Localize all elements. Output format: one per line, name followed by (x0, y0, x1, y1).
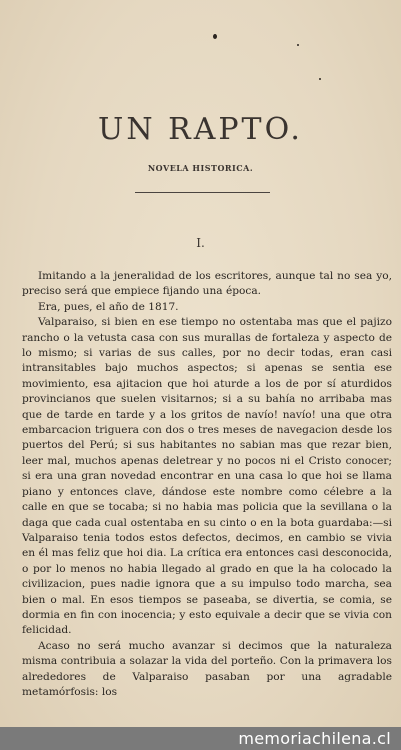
paragraph: Era, pues, el año de 1817. (38, 300, 179, 313)
brand-logo[interactable]: memoriachilena.cl (238, 729, 391, 748)
paragraph: Imitando a la jeneralidad de los escritores, aunque tal no sea yo, preciso será que empiece fijando una época. (22, 270, 392, 298)
ink-speck (297, 44, 299, 46)
page-subtitle: NOVELA HISTORICA. (147, 163, 254, 173)
page-title: UN RAPTO. (98, 112, 303, 147)
body-text (22, 269, 392, 700)
ink-speck (319, 78, 321, 80)
title-divider (135, 192, 270, 193)
ink-speck (213, 34, 217, 39)
paragraph: Acaso no será mucho avanzar si decimos que la naturaleza misma contribuia a solazar la vida del porteño. Con la primavera los alrededores de Valparaiso pasaban por una agradable metamórfosis: los (22, 639, 392, 698)
section-number: I. (196, 236, 205, 250)
footer-bar (0, 727, 401, 750)
paragraph: Valparaiso, si bien en ese tiempo no ostentaba mas que el pajizo rancho o la vetusta casa con sus murallas de fortaleza y aspecto de lo mismo; si varias de sus calles, por no decir todas, eran casi intransitables bajo muchos aspectos; si apenas se sentia ese movimiento, esa ajitacion que hoi aturde a los de por sí aturdidos provincianos que suelen visitarnos; si a su bahía no arribaba mas que de tarde en tarde y a los gritos de navío! navío! una que otra embarcacion triguera con dos o tres meses de navegacion desde los puertos del Perú; si sus habitantes no sabian mas que rezar bien, leer mal, muchos apenas deletrear y no pocos ni el Cristo conocer; si era una gran novedad encontrar en una casa lo que hoi se llama piano y entonces clave, dándose este nombre como célebre a la calle en que se tocaba; si no habia mas policia que la sevillana o la daga que cada cual ostentaba en su cinto o en la bota guardaba:—si Valparaiso tenia todos estos defectos, decimos, en cambio se vivia en él mas feliz que hoi dia. La crítica era entonces casi desconocida, o por lo menos no habia llegado al grado en que la ha colocado la civilizacion, pues nadie ignora que a su impulso todo marcha, sea bien o mal. En esos tiempos se paseaba, se divertia, se comia, se dormia en fin con inocencia; y esto equivale a decir que se vivia con felicidad. (22, 316, 392, 637)
